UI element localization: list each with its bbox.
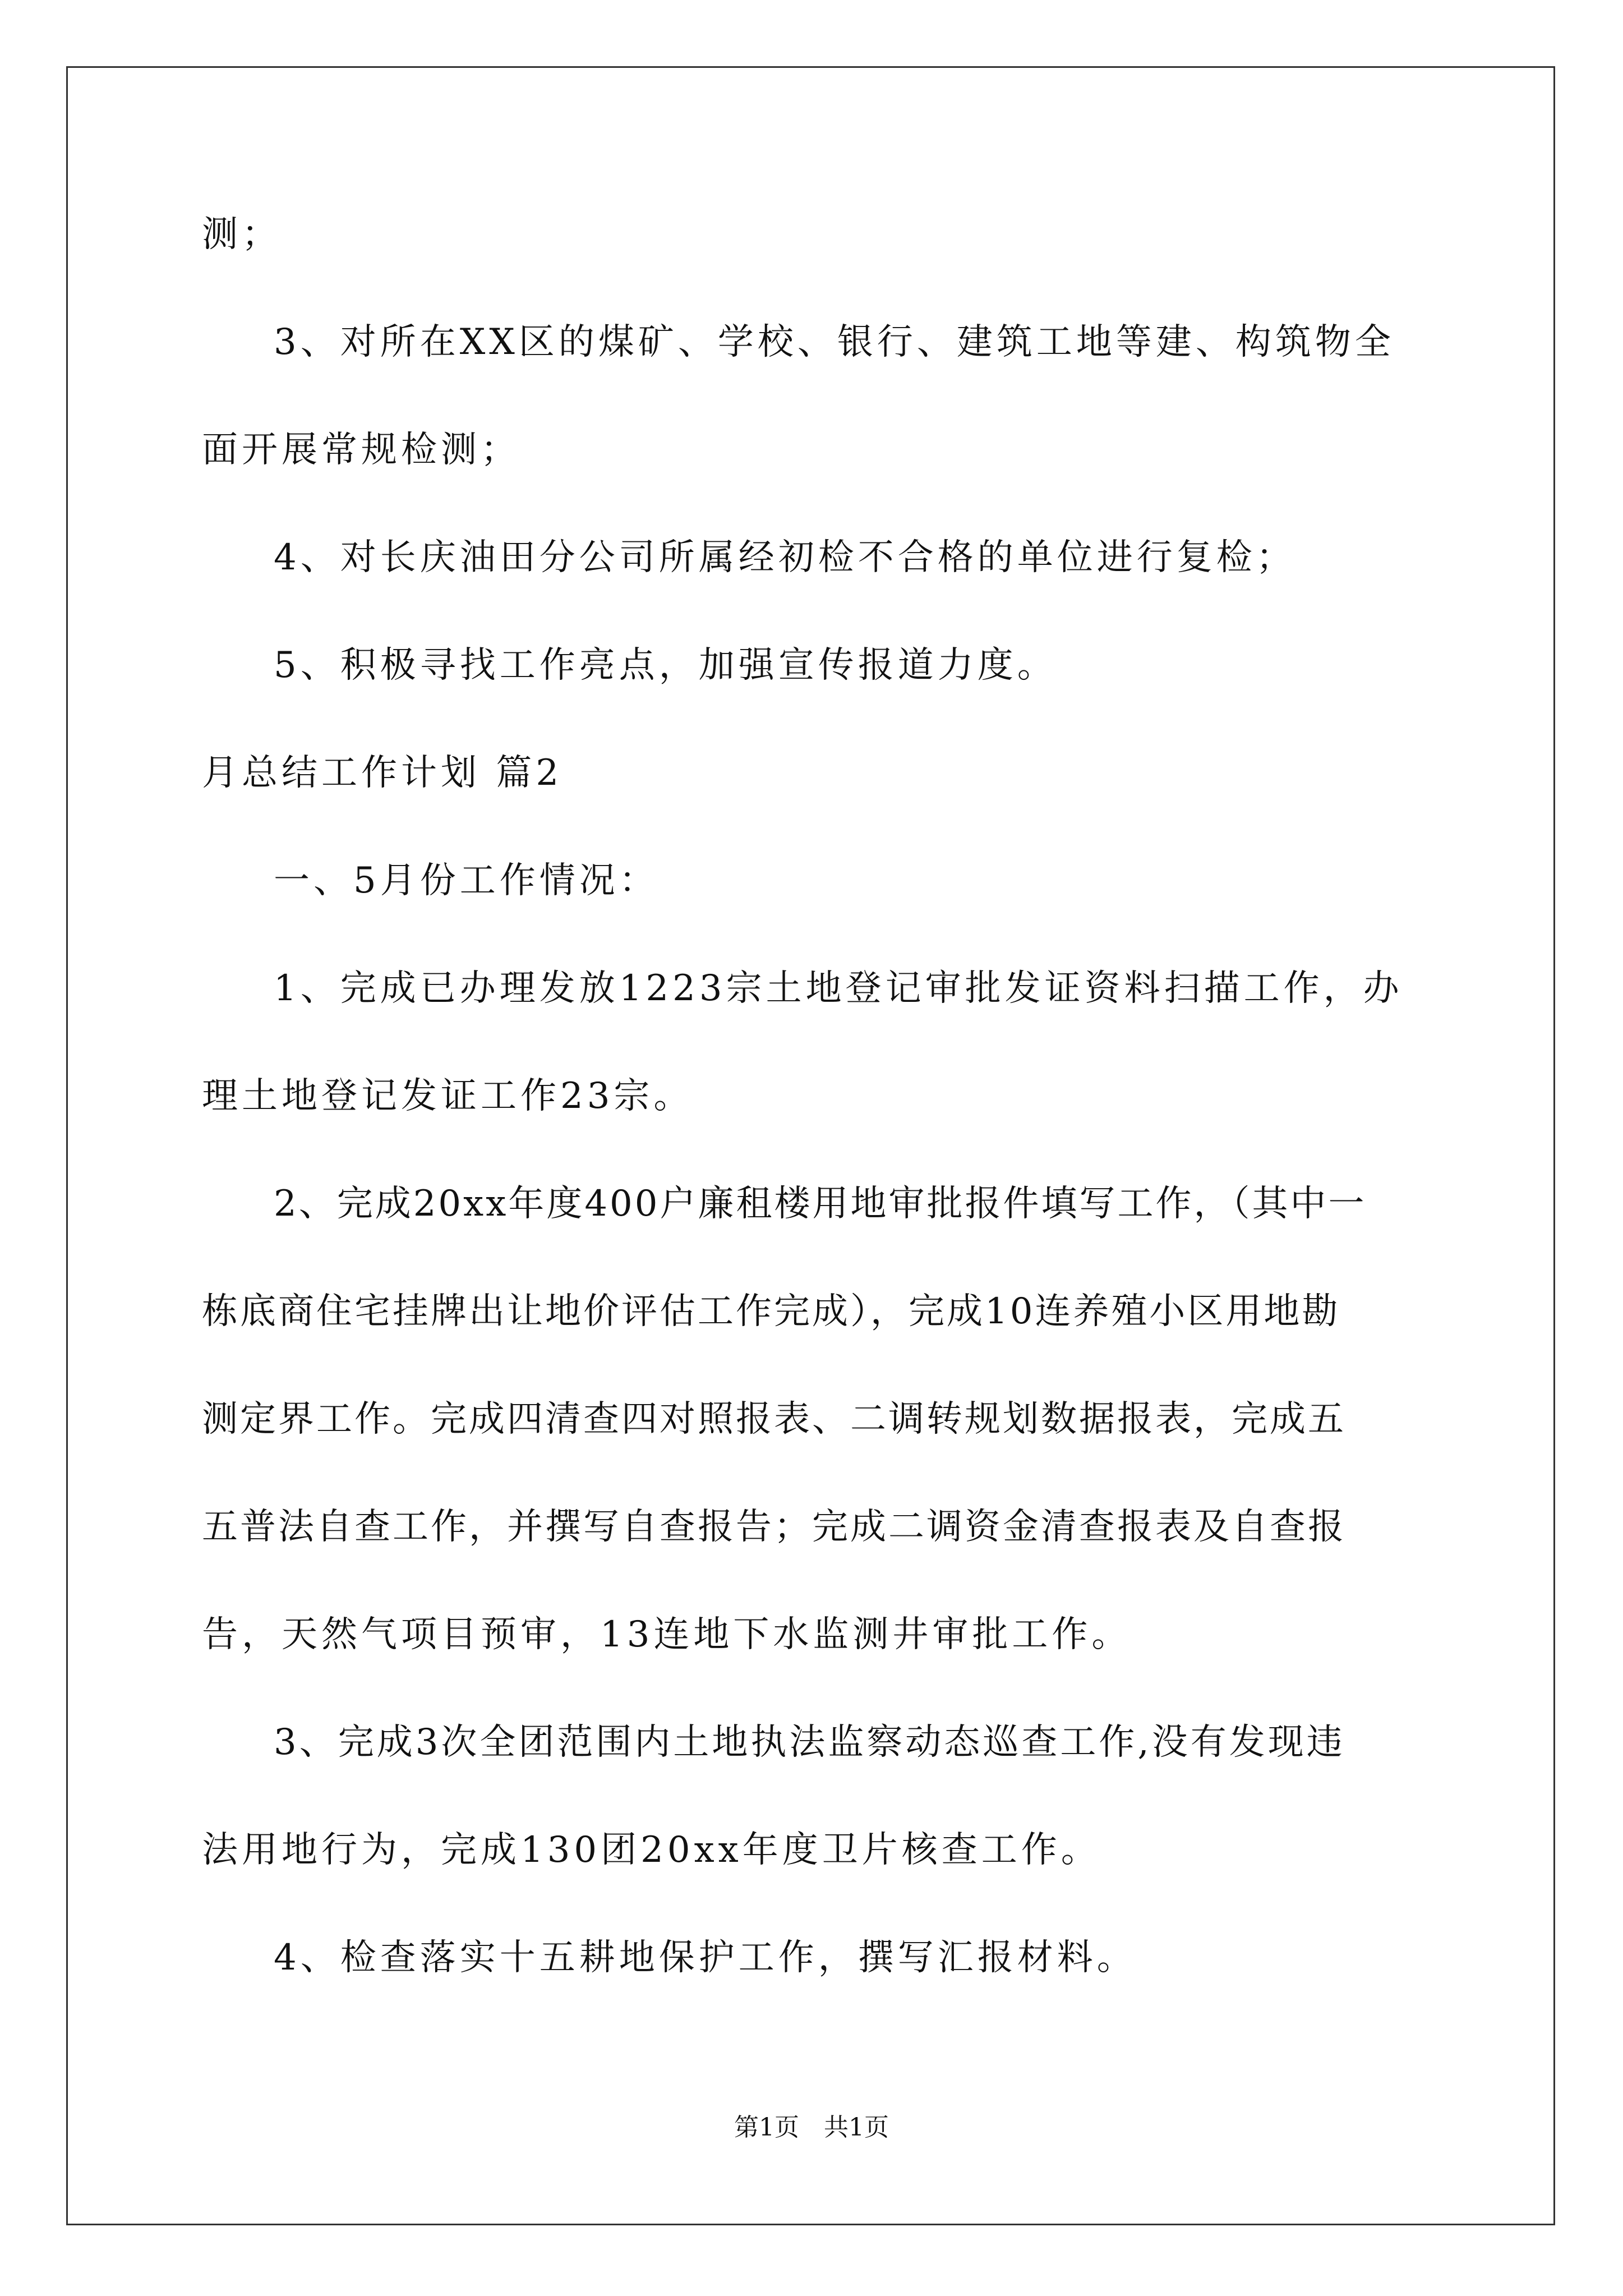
text-line: 测定界工作。完成四清查四对照报表、二调转规划数据报表，完成五 xyxy=(202,1398,1346,1440)
text-line: 5、积极寻找工作亮点，加强宣传报道力度。 xyxy=(274,645,1057,686)
section-heading: 月总结工作计划 篇2 xyxy=(202,752,563,794)
text-line: 2、完成20xx年度400户廉租楼用地审批报件填写工作，（其中一 xyxy=(274,1183,1367,1225)
page-number-current: 第1页 xyxy=(734,2113,799,2142)
text-line: 3、对所在XX区的煤矿、学校、银行、建筑工地等建、构筑物全 xyxy=(274,321,1395,363)
page-number-total: 共1页 xyxy=(824,2113,889,2142)
page-footer xyxy=(0,2115,1623,2140)
text-line: 告，天然气项目预审，13连地下水监测井审批工作。 xyxy=(202,1614,1132,1655)
text-line: 一、5月份工作情况： xyxy=(274,860,659,901)
text-line: 五普法自查工作，并撰写自查报告；完成二调资金清查报表及自查报 xyxy=(202,1506,1346,1548)
text-line: 4、检查落实十五耕地保护工作，撰写汇报材料。 xyxy=(274,1937,1137,1978)
text-line: 理土地登记发证工作23宗。 xyxy=(202,1075,694,1117)
text-line: 1、完成已办理发放1223宗土地登记审批发证资料扫描工作，办 xyxy=(274,968,1403,1009)
text-line: 3、完成3次全团范围内土地执法监察动态巡查工作,没有发现违 xyxy=(274,1722,1345,1763)
text-line: 法用地行为，完成130团20xx年度卫片核查工作。 xyxy=(202,1829,1101,1871)
text-line: 面开展常规检测； xyxy=(202,429,520,471)
text-line: 4、对长庆油田分公司所属经初检不合格的单位进行复检； xyxy=(274,537,1296,578)
page-border xyxy=(66,66,1555,2225)
text-line: 栋底商住宅挂牌出让地价评估工作完成），完成10连养殖小区用地勘 xyxy=(202,1291,1340,1332)
text-line: 测； xyxy=(202,214,282,255)
